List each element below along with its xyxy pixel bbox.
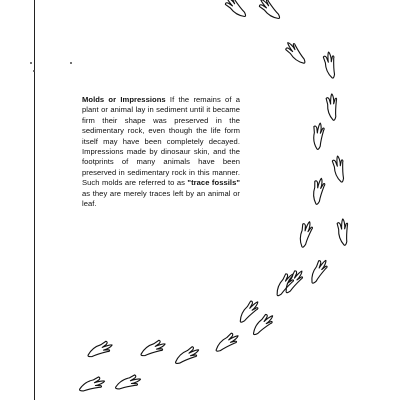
dinosaur-footprint-icon — [323, 51, 338, 79]
dinosaur-footprint-icon — [337, 219, 350, 246]
dinosaur-footprint-icon — [332, 155, 347, 183]
dinosaur-footprint-icon — [326, 94, 339, 121]
dinosaur-footprint-icon — [312, 123, 325, 150]
dinosaur-footprint-icon — [257, 0, 283, 22]
dinosaur-footprint-icon — [283, 40, 308, 67]
dinosaur-footprint-icon — [139, 339, 167, 360]
dinosaur-footprint-icon — [311, 177, 326, 205]
dinosaur-footprint-icon — [223, 0, 249, 20]
footprint-group — [78, 0, 350, 394]
dinosaur-footprint-icon — [307, 257, 329, 285]
dinosaur-footprint-icon — [78, 376, 106, 395]
dinosaur-footprint-icon — [173, 345, 201, 367]
paragraph-text-2: as they are merely traces left by an animal or leaf. — [82, 188, 240, 209]
dinosaur-footprint-icon — [297, 220, 314, 248]
paragraph-heading: Molds or Impressions — [82, 95, 166, 104]
dinosaur-footprint-icon — [114, 374, 142, 393]
trace-fossils-term: "trace fossils" — [187, 178, 240, 188]
paragraph-text-1: If the remains of a plant or animal lay in sediment until it became firm their shape was preserved in the sedimentary rock, even though the life form itself may have been completely decayed. Impressions made by dinosaur skin, and the footprints of many animals have been preserved in sedimentary rock in this manner. Such molds are referred to as — [82, 95, 240, 188]
dinosaur-footprint-icon — [213, 331, 241, 355]
dinosaur-footprint-icon — [236, 298, 261, 325]
dinosaur-footprint-icon — [86, 340, 114, 361]
dinosaur-footprint-icon — [250, 312, 276, 338]
